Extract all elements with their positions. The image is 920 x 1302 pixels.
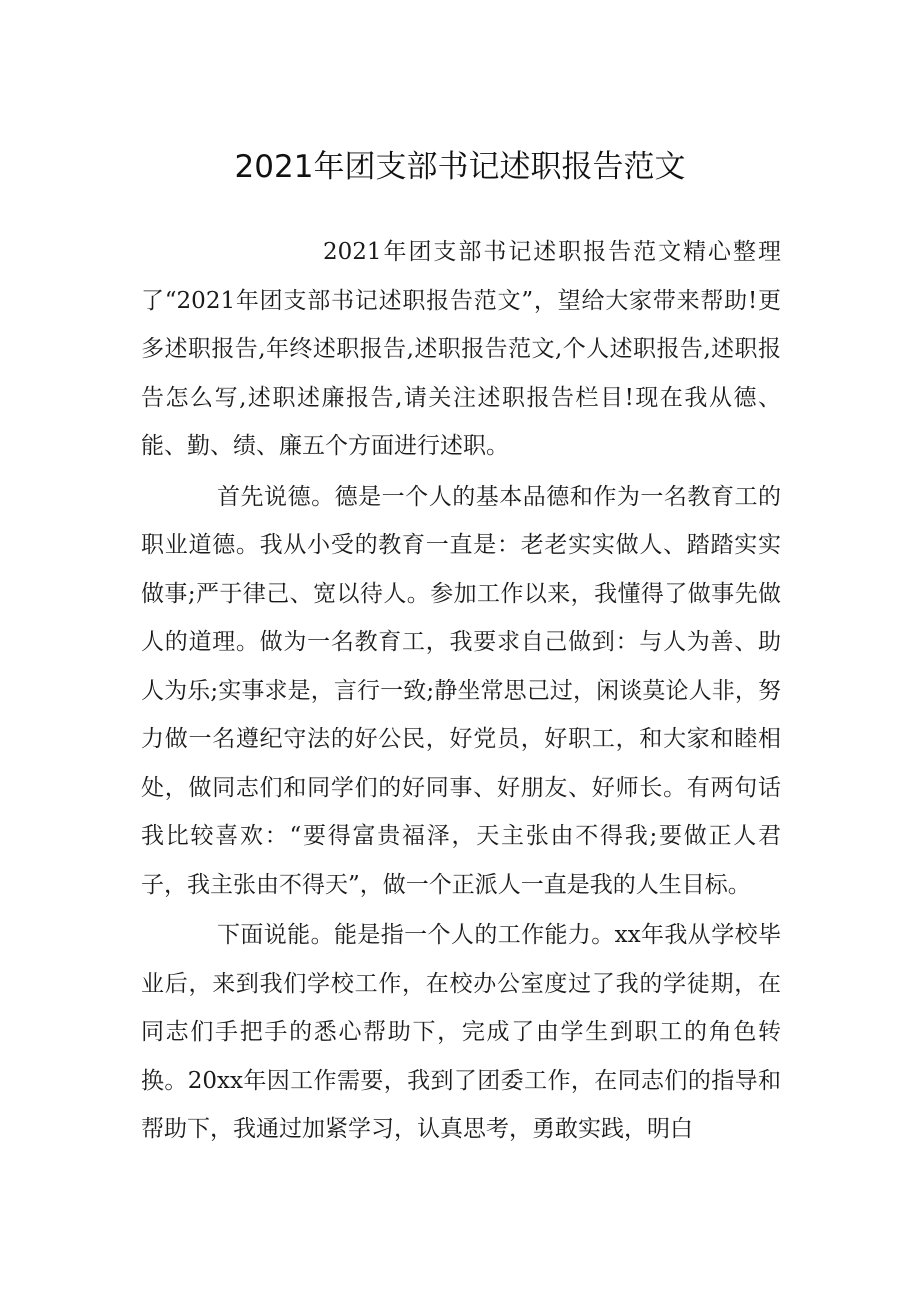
paragraph-virtue: 首先说德。德是一个人的基本品德和作为一名教育工的职业道德。我从小受的教育一直是：老老实实做人、踏踏实实做事;严于律己、宽以待人。参加工作以来，我懂得了做事先做人的道理。做为一名教育工，我要求自己做到：与人为善、助人为乐;实事求是，言行一致;静坐常思己过，闲谈莫论人非，努力做一名遵纪守法的好公民，好党员，好职工，和大家和睦相处，做同志们和同学们的好同事、好朋友、好师长。有两句话我比较喜欢：“要得富贵福泽，天主张由不得我;要做正人君子，我主张由不得天”，做一个正派人一直是我的人生目标。 [141,483,781,898]
paragraph-intro: 2021年团支部书记述职报告范文精心整理了“2021年团支部书记述职报告范文”，望给大家带来帮助!更多述职报告,年终述职报告,述职报告范文,个人述职报告,述职报告怎么写,述职述廉报告,请关注述职报告栏目!现在我从德、能、勤、绩、廉五个方面进行述职。 [141,239,781,459]
document-body [141,228,781,1154]
paragraph-ability: 下面说能。能是指一个人的工作能力。xx年我从学校毕业后，来到我们学校工作，在校办公室度过了我的学徒期，在同志们手把手的悉心帮助下，完成了由学生到职工的角色转换。20xx年因工作需要，我到了团委工作，在同志们的指导和帮助下，我通过加紧学习，认真思考，勇敢实践，明白 [141,922,781,1142]
document-title: 2021年团支部书记述职报告范文 [234,149,686,185]
